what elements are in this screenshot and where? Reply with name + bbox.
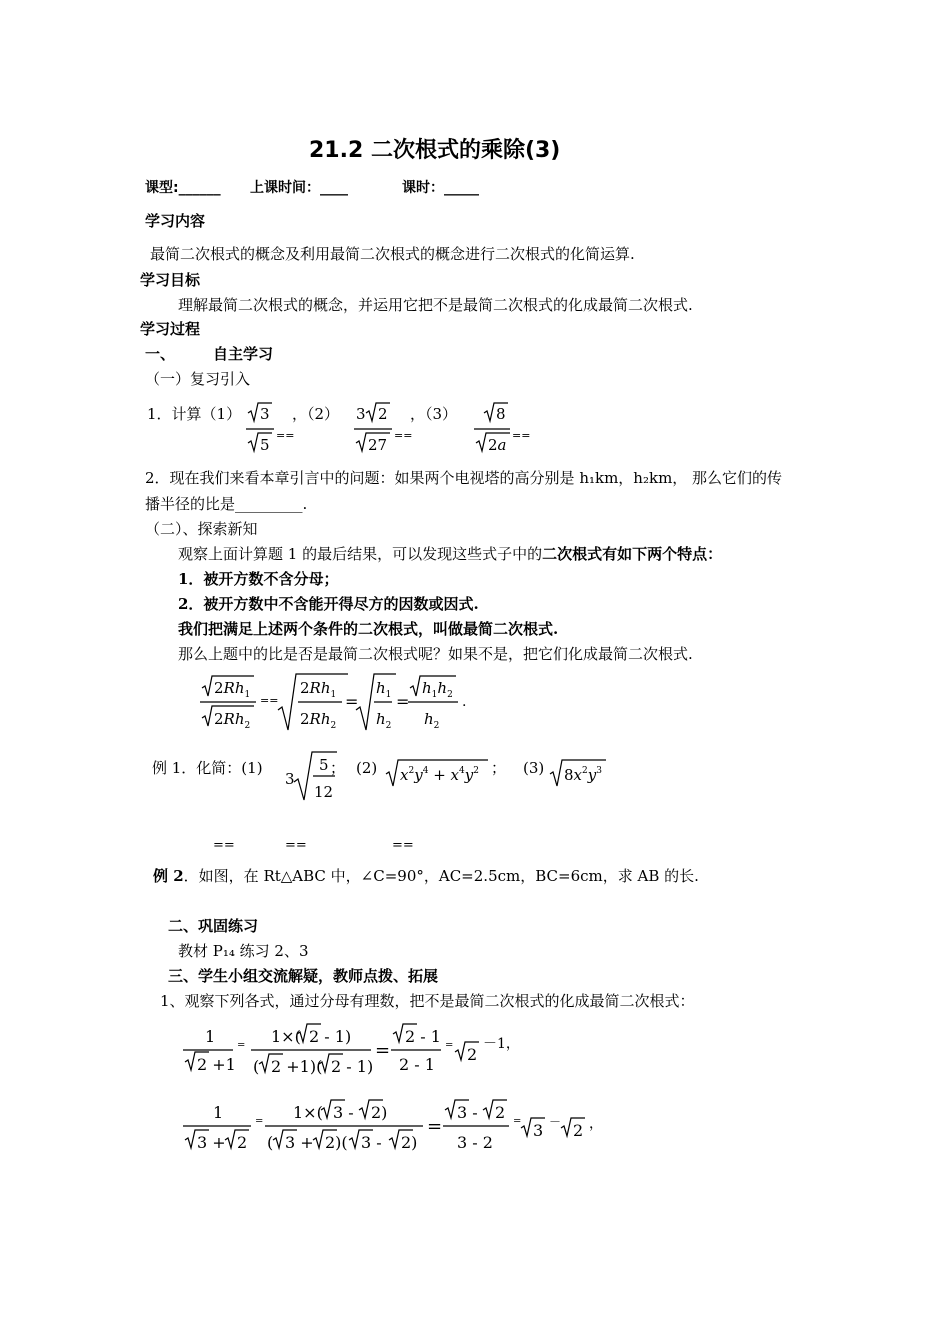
svg-text:2 - 1: 2 - 1 bbox=[399, 1055, 435, 1074]
q1-label: 1．计算（1） bbox=[147, 405, 242, 423]
svg-text:==: == bbox=[512, 429, 531, 442]
example2-text: ．如图，在 Rt△ABC 中，∠C=90°，AC=2.5cm，BC=6cm，求 AB 的长. bbox=[183, 867, 699, 885]
process-heading: 学习过程 bbox=[140, 320, 201, 338]
svg-text:3: 3 bbox=[285, 770, 295, 788]
svg-text:3 - 2: 3 - 2 bbox=[457, 1133, 493, 1152]
example1-part3-label: (3) bbox=[523, 759, 545, 777]
answer-eq-1: == bbox=[213, 838, 235, 853]
example2-label: 例 2 bbox=[153, 867, 184, 885]
example2 bbox=[153, 869, 699, 884]
answer-eq-3: == bbox=[392, 838, 414, 853]
svg-text:=: = bbox=[427, 1116, 443, 1137]
example1-semicolon-1: ； bbox=[330, 759, 346, 777]
svg-text:2Rh2: $2Rh_2$ bbox=[300, 710, 337, 731]
svg-text:1: 1 bbox=[205, 1027, 216, 1046]
rationalization-2 bbox=[183, 1098, 623, 1158]
svg-text:3 +: 3 + bbox=[197, 1133, 226, 1152]
goal-text: 理解最简二次根式的概念，并运用它把不是最简二次根式的化成最简二次根式. bbox=[178, 296, 693, 314]
course-type-field: 课型:______ bbox=[145, 180, 221, 196]
svg-text:=: = bbox=[513, 1116, 522, 1127]
svg-text:3 -: 3 - bbox=[333, 1103, 354, 1122]
svg-text:3: 3 bbox=[533, 1121, 544, 1140]
question-text: 那么上题中的比是否是最简二次根式呢？如果不是，把它们化成最简二次根式. bbox=[178, 645, 693, 663]
observe-text bbox=[178, 547, 722, 562]
svg-text:x2y4 + x4y2: $x^2y^4 + x^4y^2$ bbox=[400, 766, 479, 784]
svg-text:8x2y3: $8x^2y^3$ bbox=[564, 766, 602, 784]
svg-text:－: － bbox=[549, 1115, 562, 1129]
svg-text:=: = bbox=[375, 1040, 391, 1061]
svg-text:=: = bbox=[396, 692, 410, 711]
svg-text:1: 1 bbox=[213, 1103, 224, 1122]
answer-eq-2: == bbox=[285, 838, 307, 853]
svg-text:5: 5 bbox=[260, 436, 270, 454]
svg-text:2 +1: 2 +1 bbox=[197, 1055, 236, 1074]
q1-sep-3: ，（3） bbox=[410, 405, 458, 423]
svg-text:2: 2 bbox=[573, 1121, 584, 1140]
svg-text:2Rh2: $2Rh_2$ bbox=[214, 710, 251, 731]
svg-text:3: 3 bbox=[356, 405, 366, 423]
period-field: 课时：_____ bbox=[402, 180, 479, 196]
subsection-review: （一）复习引入 bbox=[145, 370, 251, 388]
svg-text:2: 2 bbox=[237, 1133, 248, 1152]
example1-part2-label: (2) bbox=[356, 759, 378, 777]
q2-line1: 2．现在我们来看本章引言中的问题：如果两个电视塔的高分别是 h₁km，h₂km， 那么它们的传 bbox=[145, 469, 783, 487]
svg-text:2 - 1): 2 - 1) bbox=[309, 1027, 352, 1046]
example1-expr-3 bbox=[548, 758, 618, 788]
svg-text:h1: $h_1$ bbox=[376, 679, 392, 700]
svg-text:3 -: 3 - bbox=[361, 1133, 382, 1152]
section1-number: 一、 bbox=[145, 345, 176, 363]
svg-text:，: ， bbox=[589, 1116, 603, 1132]
feature-2: 2．被开方数中不含能开得尽方的因数或因式. bbox=[178, 595, 479, 613]
svg-text:h2: $h_2$ bbox=[424, 710, 440, 731]
class-time-field: 上课时间：____ bbox=[250, 180, 348, 196]
svg-text:==: == bbox=[260, 694, 279, 707]
svg-text:2a: 2a bbox=[488, 436, 507, 454]
section2-heading: 二、巩固练习 bbox=[168, 917, 259, 935]
svg-text:2: 2 bbox=[378, 405, 388, 423]
section3-heading: 三、学生小组交流解疑，教师点拨、拓展 bbox=[168, 967, 439, 985]
content-text: 最简二次根式的概念及利用最简二次根式的概念进行二次根式的化简运算. bbox=[150, 245, 635, 263]
page-title: 21.2 二次根式的乘除(3) bbox=[309, 138, 561, 163]
svg-text:3 -: 3 - bbox=[457, 1103, 478, 1122]
svg-text:2 - 1: 2 - 1 bbox=[405, 1027, 441, 1046]
q1-fraction-3 bbox=[474, 401, 554, 459]
svg-text:1×(: 1×( bbox=[293, 1103, 323, 1122]
svg-text:2: 2 bbox=[495, 1103, 506, 1122]
svg-text:2): 2) bbox=[371, 1103, 388, 1122]
svg-text:2): 2) bbox=[401, 1133, 418, 1152]
observation-question: 1、观察下列各式，通过分母有理数，把不是最简二次根式的化成最简二次根式： bbox=[160, 992, 695, 1010]
feature-1: 1．被开方数不含分母； bbox=[178, 570, 339, 588]
svg-text:2 +1)(: 2 +1)( bbox=[271, 1057, 323, 1076]
svg-text:.: . bbox=[462, 694, 467, 710]
svg-text:(: ( bbox=[253, 1057, 260, 1076]
svg-text:5: 5 bbox=[319, 756, 329, 774]
rationalization-1 bbox=[183, 1022, 523, 1080]
example1-expr-2 bbox=[384, 758, 494, 788]
svg-text:=: = bbox=[445, 1040, 454, 1051]
example1-semicolon-2: ； bbox=[491, 759, 507, 777]
svg-text:2: 2 bbox=[467, 1045, 478, 1064]
svg-text:2Rh1: $2Rh_1$ bbox=[214, 679, 251, 700]
svg-text:==: == bbox=[394, 429, 413, 442]
example1-label: 例 1．化简：(1) bbox=[152, 759, 263, 777]
section1-title: 自主学习 bbox=[213, 345, 274, 363]
svg-text:2)(: 2)( bbox=[325, 1133, 348, 1152]
svg-text:3 +: 3 + bbox=[285, 1133, 314, 1152]
q2-line2: 播半径的比是_________. bbox=[145, 495, 308, 513]
svg-text:12: 12 bbox=[314, 783, 334, 801]
svg-text:=: = bbox=[345, 692, 359, 711]
svg-text:=: = bbox=[237, 1040, 246, 1051]
svg-text:8: 8 bbox=[496, 405, 506, 423]
definition-text: 我们把满足上述两个条件的二次根式，叫做最简二次根式. bbox=[178, 620, 559, 638]
q1-sep-2: ，（2） bbox=[292, 405, 340, 423]
q1-eq-1: == bbox=[276, 429, 295, 442]
ratio-derivation bbox=[200, 674, 480, 734]
textbook-exercise: 教材 P₁₄ 练习 2、3 bbox=[178, 942, 309, 960]
subsection-explore: （二）、探索新知 bbox=[145, 520, 258, 538]
svg-text:h1h2: $h_1h_2$ bbox=[422, 679, 453, 700]
svg-text:2 - 1): 2 - 1) bbox=[331, 1057, 374, 1076]
svg-text:(: ( bbox=[267, 1133, 274, 1152]
svg-text:h2: $h_2$ bbox=[376, 710, 392, 731]
content-heading: 学习内容 bbox=[145, 212, 206, 230]
goal-heading: 学习目标 bbox=[140, 271, 201, 289]
svg-text:2Rh1: $2Rh_1$ bbox=[300, 679, 337, 700]
svg-text:27: 27 bbox=[368, 436, 388, 454]
svg-text:=: = bbox=[255, 1116, 264, 1127]
svg-text:3: 3 bbox=[260, 405, 270, 423]
observe-bold: 二次根式有如下两个特点： bbox=[542, 545, 723, 563]
observe-normal: 观察上面计算题 1 的最后结果，可以发现这些式子中的 bbox=[178, 545, 543, 563]
svg-text:－1，: －1， bbox=[483, 1036, 520, 1052]
svg-text:1×(: 1×( bbox=[271, 1027, 301, 1046]
